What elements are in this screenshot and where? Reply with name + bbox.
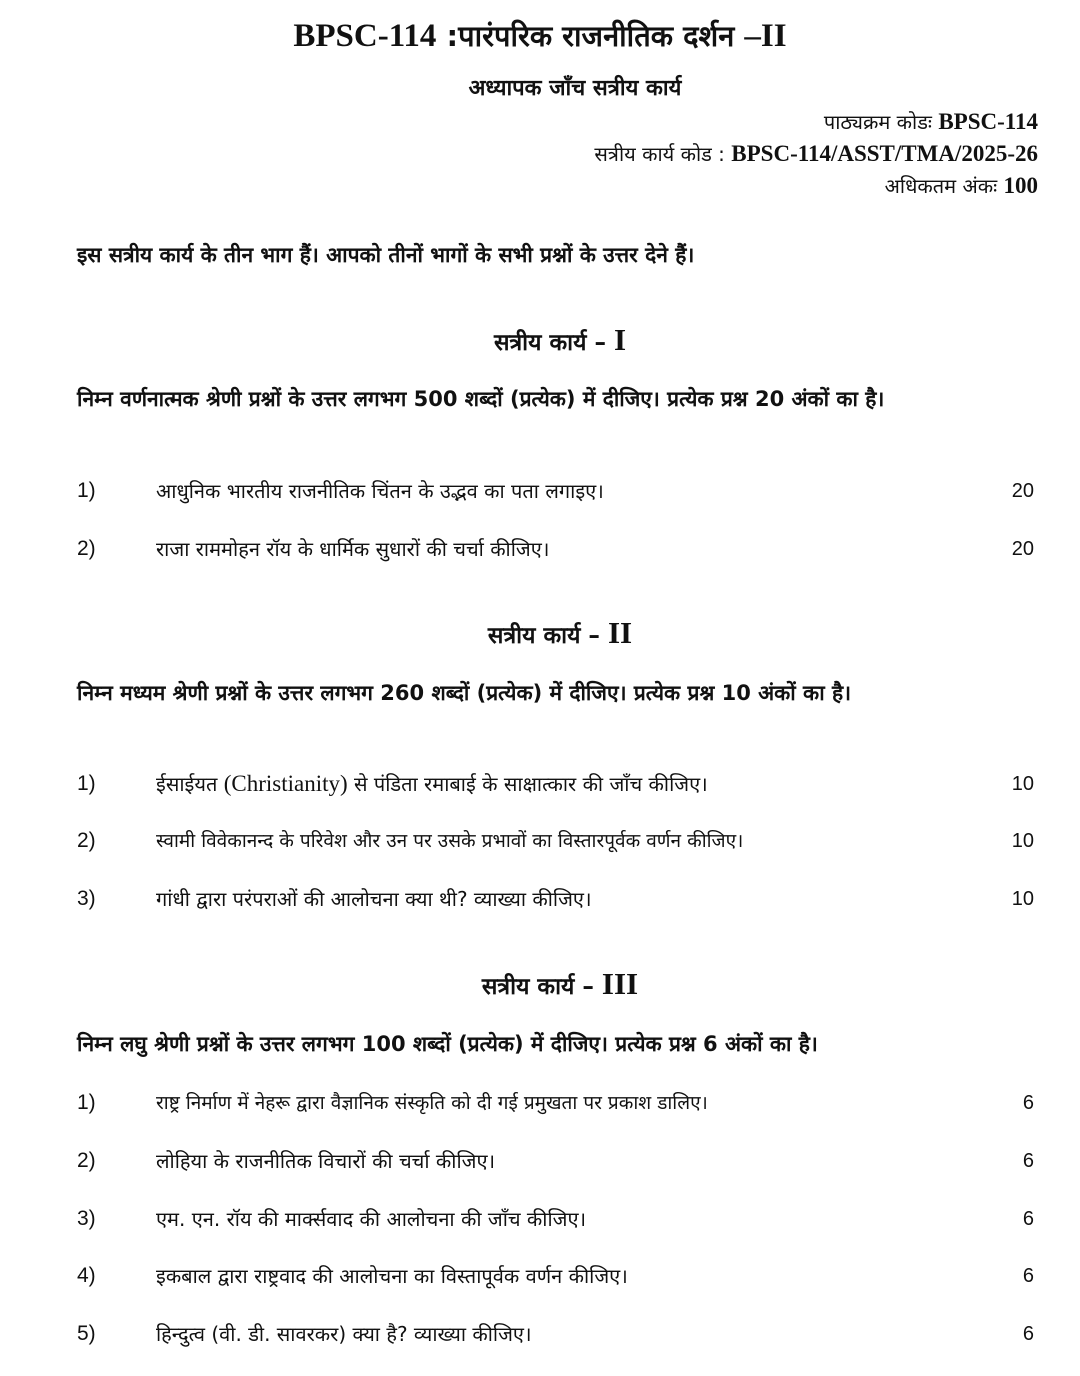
question-text: एम. एन. रॉय की मार्क्सवाद की आलोचना की जाँच कीजिए। [156,1207,587,1231]
section-heading-1 [0,320,1080,363]
question-marks: 10 [1011,830,1034,852]
question-marks: 6 [1022,1265,1034,1287]
question-row [0,474,1080,508]
question-row [0,882,1080,916]
section-roman-numeral: I [613,322,627,357]
question-row [0,1086,1080,1120]
question-text: गांधी द्वारा परंपराओं की आलोचना क्या थी? व्याख्या कीजिए। [156,887,592,911]
question-row [0,1202,1080,1236]
question-text: राष्ट्र निर्माण में नेहरू द्वारा वैज्ञानिक संस्कृति को दी गई प्रमुखता पर प्रकाश डालिए। [156,1092,708,1114]
assignment-code-value: BPSC-114/ASST/TMA/2025-26 [731,141,1038,166]
question-number: 3) [77,887,96,910]
question-number: 4) [77,1264,96,1287]
section-heading-label: सत्रीय कार्य – [481,974,594,1000]
question-row [0,824,1080,858]
question-row [0,532,1080,566]
question-number: 5) [77,1322,96,1345]
question-number: 1) [77,772,96,795]
question-text: हिन्दुत्व (वी. डी. सावरकर) क्या है? व्याख्या कीजिए। [156,1322,532,1346]
question-text-hindi-pre: ईसाईयत [156,772,218,796]
section-instruction-2: निम्न मध्यम श्रेणी प्रश्नों के उत्तर लगभग 260 शब्दों (प्रत्येक) में दीजिए। प्रत्येक प्रश्न 10 अंकों का है। [77,681,852,705]
question-text: आधुनिक भारतीय राजनीतिक चिंतन के उद्भव का पता लगाइए। [156,479,604,503]
question-marks: 6 [1022,1150,1034,1172]
question-text: राजा राममोहन रॉय के धार्मिक सुधारों की चर्चा कीजिए। [156,537,550,561]
question-text [156,767,708,801]
section-roman-numeral: II [607,615,633,650]
section-heading-3 [0,964,1080,1007]
question-text: स्वामी विवेकानन्द के परिवेश और उन पर उसके प्रभावों का विस्तारपूर्वक वर्णन कीजिए। [156,830,744,852]
max-marks-value: 100 [1003,173,1038,198]
section-roman-numeral: III [601,966,639,1001]
question-number: 2) [77,829,96,852]
question-marks: 20 [1011,480,1034,502]
question-row [0,767,1080,801]
document-title [0,14,1080,58]
question-number: 1) [77,479,96,502]
section-heading-label: सत्रीय कार्य – [493,330,606,356]
question-row [0,1144,1080,1178]
section-instruction-3: निम्न लघु श्रेणी प्रश्नों के उत्तर लगभग 100 शब्दों (प्रत्येक) में दीजिए। प्रत्येक प्रश्न 6 अंकों का है। [77,1032,818,1056]
question-text: इकबाल द्वारा राष्ट्रवाद की आलोचना का विस्तापूर्वक वर्णन कीजिए। [156,1264,628,1288]
section-heading-2 [0,613,1080,656]
title-suffix: –II [744,18,787,54]
max-marks-line [885,171,1038,201]
max-marks-label: अधिकतम अंकः [884,174,998,198]
question-marks: 6 [1022,1323,1034,1345]
course-code-label: पाठ्यक्रम कोडः [823,110,932,134]
document-subtitle: अध्यापक जाँच सत्रीय कार्य [468,76,682,101]
title-separator: : [446,19,459,53]
title-hindi: पारंपरिक राजनीतिक दर्शन [458,19,735,53]
title-course-code: BPSC-114 [293,18,437,54]
question-text: लोहिया के राजनीतिक विचारों की चर्चा कीजिए। [156,1149,496,1173]
course-code-value: BPSC-114 [938,109,1038,134]
question-marks: 10 [1011,888,1034,910]
question-marks: 6 [1022,1092,1034,1114]
assignment-code-line [594,139,1038,169]
section-heading-label: सत्रीय कार्य – [487,623,600,649]
question-text-latin: (Christianity) [223,771,348,796]
section-instruction-1: निम्न वर्णनात्मक श्रेणी प्रश्नों के उत्तर लगभग 500 शब्दों (प्रत्येक) में दीजिए। प्रत्येक प्रश्न 20 अंकों का है। [77,387,885,411]
question-row [0,1259,1080,1293]
question-number: 2) [77,537,96,560]
question-text-hindi-post: से पंडिता रमाबाई के साक्षात्कार की जाँच कीजिए। [354,772,708,796]
assignment-code-label: सत्रीय कार्य कोड : [594,142,725,166]
course-code-line [824,107,1038,137]
question-number: 1) [77,1091,96,1114]
question-number: 3) [77,1207,96,1230]
question-marks: 20 [1011,538,1034,560]
question-marks: 6 [1022,1208,1034,1230]
question-marks: 10 [1011,773,1034,795]
question-number: 2) [77,1149,96,1172]
general-instruction: इस सत्रीय कार्य के तीन भाग हैं। आपको तीनों भागों के सभी प्रश्नों के उत्तर देने हैं। [77,243,695,267]
question-row [0,1317,1080,1351]
